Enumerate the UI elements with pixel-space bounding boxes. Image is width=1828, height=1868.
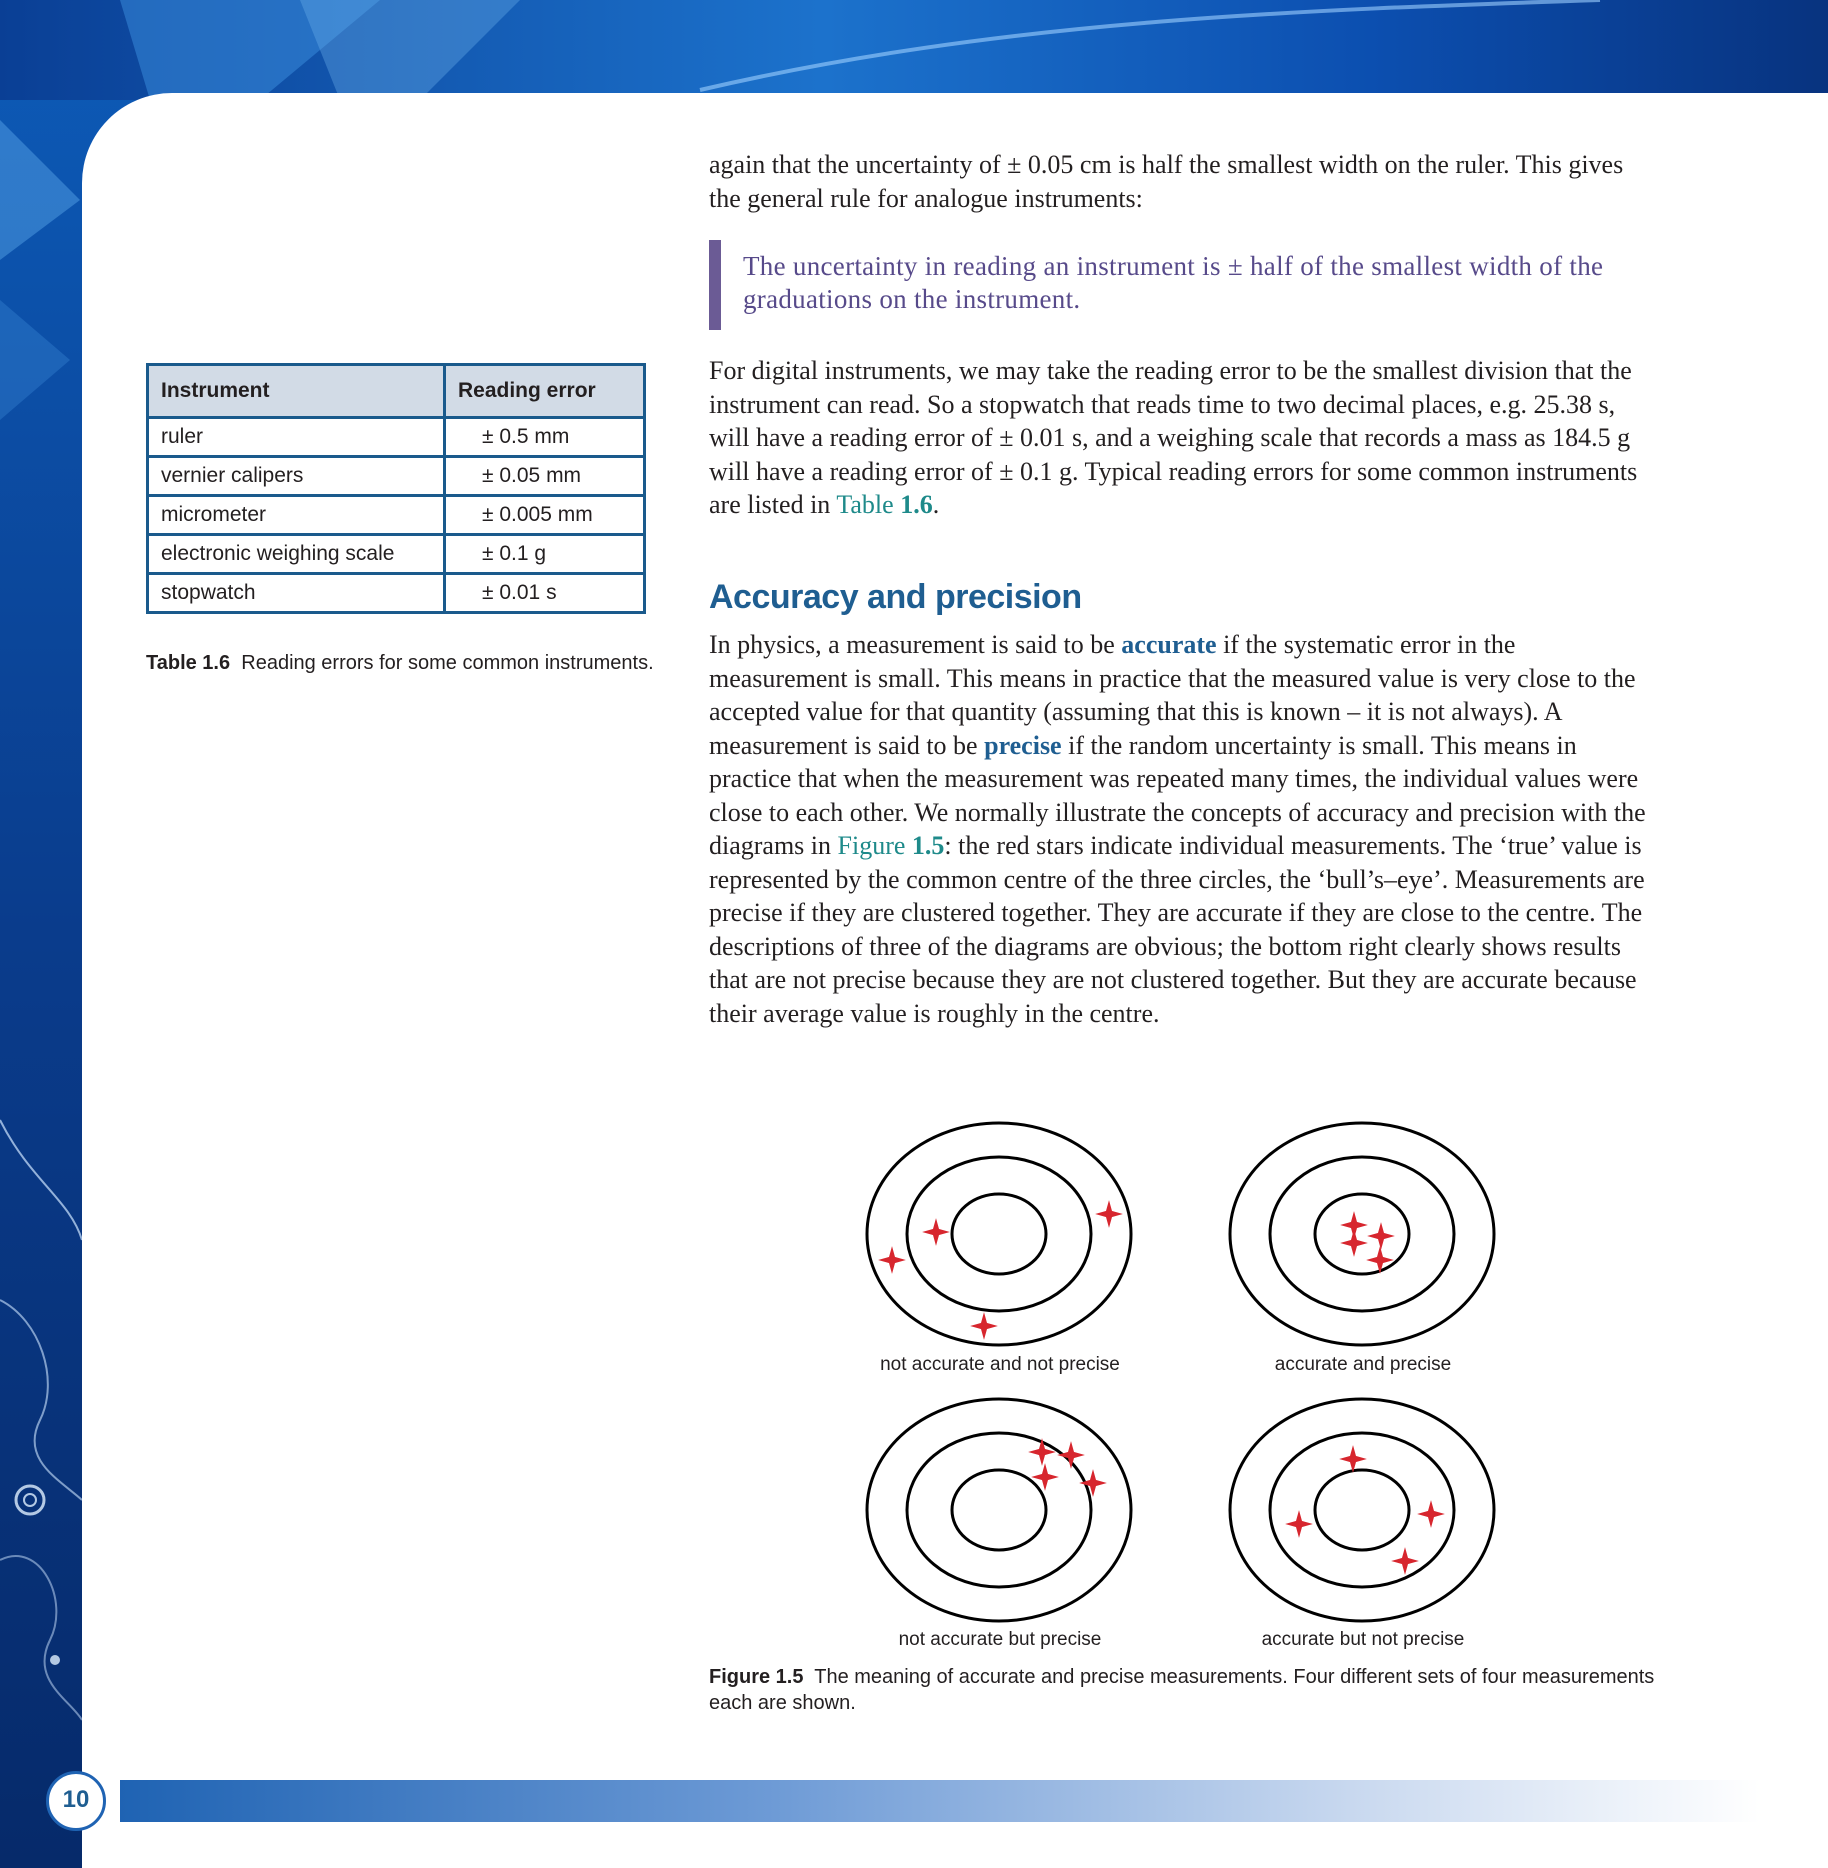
- reading-error-cell: ± 0.01 s: [445, 574, 645, 613]
- target-accurate-not-precise: [1230, 1399, 1494, 1621]
- reading-error-cell: ± 0.05 mm: [445, 457, 645, 496]
- table-row: [148, 574, 645, 613]
- measurement-star-icon: [1342, 1231, 1366, 1255]
- measurement-star-icon: [1081, 1471, 1105, 1495]
- measurement-star-icon: [1419, 1502, 1443, 1526]
- accuracy-text-1: In physics, a measurement is said to be: [709, 630, 1122, 659]
- footer-bar: [120, 1780, 1760, 1822]
- label-not-accurate-not-precise: not accurate and not precise: [880, 1354, 1120, 1375]
- header-instrument: Instrument: [148, 365, 445, 418]
- digital-paragraph-end: .: [932, 490, 940, 519]
- table-row: [148, 418, 645, 457]
- accuracy-precision-figure: [830, 1110, 1530, 1660]
- header-reading-error: Reading error: [445, 365, 645, 418]
- measurement-star-icon: [880, 1248, 904, 1272]
- measurement-star-icon: [1030, 1440, 1054, 1464]
- accuracy-paragraph: [709, 628, 1659, 1030]
- figure-crossref[interactable]: [838, 831, 945, 860]
- rule-callout: [709, 240, 1659, 330]
- inner-ring: [952, 1470, 1046, 1550]
- table-row: [148, 457, 645, 496]
- accuracy-text-2: if the systematic error in the measurement is small. This means in practice that the measured value is very close to the accepted value for that quantity (assuming that this is known – it is not always). A measurement is said to be: [709, 630, 1636, 760]
- table-crossref-word: Table: [836, 490, 894, 519]
- accuracy-text-4: : the red stars indicate individual measurements. The ‘true’ value is represented by the common centre of the three circles, the ‘bull’s–eye’. Measurements are precise if they are clustered together. They are accurate if they are close to the centre. The descriptions of three of the diagrams are obvious; the bottom right clearly shows results that are not precise because they are not clustered together. But they are accurate because their average value is roughly in the centre.: [709, 831, 1645, 1028]
- inner-ring: [1315, 1470, 1409, 1550]
- table-row: [148, 496, 645, 535]
- inner-ring: [1315, 1194, 1409, 1274]
- figure-crossref-number: 1.5: [911, 831, 945, 860]
- section-heading: Accuracy and precision: [709, 578, 1082, 616]
- measurement-star-icon: [1341, 1447, 1365, 1471]
- table-caption-text: Reading errors for some common instruments.: [241, 652, 654, 674]
- measurement-star-icon: [1369, 1224, 1393, 1248]
- keyword-accurate: accurate: [1121, 630, 1217, 659]
- reading-error-cell: ± 0.5 mm: [445, 418, 645, 457]
- instrument-cell: ruler: [148, 418, 445, 457]
- figure-caption: [709, 1664, 1659, 1716]
- digital-paragraph: [709, 354, 1659, 522]
- label-accurate-not-precise: accurate but not precise: [1261, 1629, 1465, 1650]
- target-accurate-precise: [1230, 1123, 1494, 1345]
- keyword-precise: precise: [984, 730, 1062, 760]
- instrument-cell: vernier calipers: [148, 457, 445, 496]
- reading-error-cell: ± 0.005 mm: [445, 496, 645, 535]
- table-header-row: [148, 365, 645, 418]
- reading-error-cell: ± 0.1 g: [445, 535, 645, 574]
- measurement-star-icon: [924, 1220, 948, 1244]
- intro-paragraph: again that the uncertainty of ± 0.05 cm is half the smallest width on the ruler. This gives the general rule for analogue instruments:: [709, 150, 1624, 213]
- measurement-star-icon: [1059, 1443, 1083, 1467]
- measurement-star-icon: [1393, 1549, 1417, 1573]
- figure-caption-label: Figure 1.5: [709, 1666, 804, 1688]
- digital-paragraph-text: For digital instruments, we may take the reading error to be the smallest division that the instrument can read. So a stopwatch that reads time to two decimal places, e.g. 25.38 s, will have a reading error of ± 0.01 s, and a weighing scale that records a mass as 184.5 g will have a reading error of ± 0.1 g. Typical reading errors for some common instruments are listed in: [709, 356, 1638, 519]
- middle-ring: [1270, 1433, 1454, 1587]
- figure-caption-text: The meaning of accurate and precise measurements. Four different sets of four measurements each are shown.: [709, 1666, 1655, 1714]
- page-number: 10: [62, 1786, 90, 1813]
- table-caption-label: Table 1.6: [146, 652, 231, 674]
- table-crossref[interactable]: [836, 490, 932, 519]
- table-crossref-number: 1.6: [900, 490, 933, 519]
- accuracy-text-3: if the random uncertainty is small. This means in practice that when the measurement was repeated many times, the individual values were close to each other. We normally illustrate the concepts of accuracy and precision with the diagrams in: [709, 730, 1646, 860]
- table-row: [148, 535, 645, 574]
- inner-ring: [952, 1194, 1046, 1274]
- measurement-star-icon: [972, 1314, 996, 1338]
- reading-error-table: [146, 363, 646, 614]
- instrument-cell: stopwatch: [148, 574, 445, 613]
- middle-ring: [1270, 1157, 1454, 1311]
- measurement-star-icon: [1097, 1202, 1121, 1226]
- label-accurate-precise: accurate and precise: [1274, 1354, 1452, 1375]
- callout-bar: [709, 240, 721, 330]
- figure-crossref-word: Figure: [837, 831, 906, 860]
- instrument-cell: electronic weighing scale: [148, 535, 445, 574]
- instrument-cell: micrometer: [148, 496, 445, 535]
- target-not-accurate-not-precise: [867, 1123, 1131, 1345]
- table-caption: [146, 650, 656, 676]
- measurement-star-icon: [1287, 1512, 1311, 1536]
- label-not-accurate-but-precise: not accurate but precise: [898, 1629, 1102, 1650]
- rule-statement: The uncertainty in reading an instrument is ± half of the smallest width of the graduations on the instrument.: [743, 251, 1604, 314]
- target-not-accurate-but-precise: [867, 1399, 1131, 1621]
